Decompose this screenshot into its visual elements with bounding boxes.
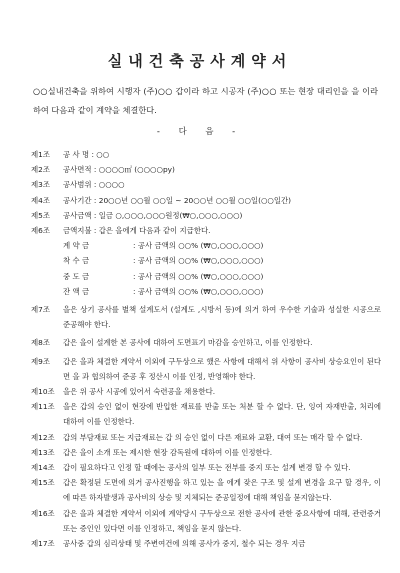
payment-text: : 공사 금액의 ○○% (₩○,○○○,○○○)	[133, 241, 264, 251]
payment-label: 착 수 금	[63, 256, 90, 266]
article-number: 제8조	[31, 338, 50, 348]
article-text: 을은 갑의 승인 없이 현장에 반입한 재료를 반출 또는 처분 할 수 없다. 단, 잉여 자재반출, 처리에 대하여 이를 인정한다.	[63, 402, 381, 427]
article-text: 갑은 을이 설계한 본 공사에 대하여 도면표기 마감을 승인하고, 이를 인정한다.	[63, 338, 313, 348]
payment-row-interim	[31, 269, 381, 284]
article-text: 갑이 필요하다고 인정 할 때에는 공사의 일부 또는 전부를 중지 또는 설계 변경 할 수 있다.	[63, 463, 351, 473]
article-number: 제12조	[31, 432, 55, 442]
document-title: 실내건축공사계약서	[107, 52, 293, 70]
article-8	[31, 335, 381, 350]
article-number: 제1조	[31, 150, 50, 159]
payment-label: 중 도 금	[63, 271, 90, 281]
article-number: 제7조	[31, 305, 50, 315]
article-number: 제10조	[31, 387, 55, 397]
article-4	[31, 193, 381, 208]
article-number: 제16조	[31, 508, 55, 518]
article-number: 제6조	[31, 226, 50, 236]
article-7	[31, 302, 381, 332]
article-number: 제2조	[31, 165, 50, 175]
article-number: 제4조	[31, 195, 50, 205]
payment-text: : 공사 금액의 ○○% (₩○,○○○,○○○)	[133, 286, 264, 296]
article-6	[31, 223, 381, 238]
payment-row-deposit	[31, 238, 381, 253]
article-text: 공사중 갑의 심리상태 및 주변여건에 의해 공사가 중지, 철수 되는 경우 지금	[63, 539, 306, 549]
article-number: 제3조	[31, 180, 50, 190]
article-text: 을은 상기 공사를 별책 설계도서 (설계도 ,시방서 등)에 의거 하여 우수한 기술과 성실한 시공으로 준공해야 한다.	[63, 305, 381, 330]
article-number: 제11조	[31, 402, 55, 412]
article-text: 을은 위 공사 시공에 있어서 숙련공을 채용한다.	[63, 387, 216, 397]
intro-paragraph: ○○실내건축을 위하여 시행자 (주)○○ 갑이라 하고 시공자 (주)○○ 또는 현장 대리인을 을 이라 하여 다음과 같이 계약을 체결한다.	[33, 86, 378, 115]
article-12	[31, 430, 381, 445]
payment-row-start	[31, 253, 381, 268]
article-number: 제9조	[31, 356, 50, 366]
article-13	[31, 445, 381, 460]
article-9	[31, 354, 381, 384]
article-text: 갑은 을과 체결한 계약서 이외에 구두상으로 했은 사항에 대해서 위 사항이 공사비 상승요인이 된다면 을 과 협의하여 준공 후 정산시 이를 인정, 반영해야 한다.	[63, 356, 381, 381]
article-number: 제17조	[31, 539, 55, 549]
article-text: 공사금액 : 일금 ○,○○○,○○○원정(₩○,○○○,○○○)	[63, 210, 243, 220]
payment-row-balance	[31, 284, 381, 299]
payment-label: 계 약 금	[63, 241, 90, 251]
payment-text: : 공사 금액의 ○○% (₩○,○○○,○○○)	[133, 256, 264, 266]
article-number: 제5조	[31, 210, 50, 220]
article-text: 갑의 부담재료 또는 지급재료는 갑 의 승인 없이 다른 재료와 교환, 대여 또는 매각 할 수 없다.	[63, 432, 363, 442]
article-2	[31, 162, 381, 177]
article-text: 갑은 을과 체결한 계약서 이외에 계약당시 구두상으로 전한 공사에 관한 중요사항에 대해, 관련증거 또는 증인인 있다면 이를 인정하고, 책임을 묻지 않는다.	[63, 508, 381, 533]
article-5	[31, 208, 381, 223]
article-text: 갑은 을이 소개 또는 제시한 현장 감독원에 대하여 이를 인정한다.	[63, 447, 273, 457]
article-text: 공사면적 : ○○○○㎡ (○○○○py)	[63, 165, 175, 175]
article-15	[31, 475, 381, 505]
article-text: 공사범위 : ○○○○	[63, 180, 125, 190]
article-number: 제13조	[31, 447, 55, 457]
payment-label: 잔 액 금	[63, 286, 90, 296]
article-number: 제14조	[31, 463, 55, 473]
article-3	[31, 177, 381, 192]
article-list	[31, 147, 381, 551]
article-1	[31, 147, 381, 162]
article-text: 공 사 명 : ○○	[63, 150, 110, 159]
payment-text: : 공사 금액의 ○○% (₩○,○○○,○○○)	[133, 271, 264, 281]
article-14	[31, 460, 381, 475]
article-text: 공사기간 : 20○○년 ○○월 ○○일 ~ 20○○년 ○○월 ○○일(○○일간)	[63, 195, 292, 205]
article-text: 갑은 확정된 도면에 의거 공사진행을 하고 있는 을 에게 잦은 구조 및 설계 변경을 요구 할 경우, 이에 따른 하자발생과 공사비의 상승 및 지체되는 준공일정에 대해 책임을 묻지않는다.	[63, 478, 381, 503]
article-17	[31, 536, 381, 551]
article-10	[31, 384, 381, 399]
article-number: 제15조	[31, 478, 55, 488]
article-16	[31, 506, 381, 536]
section-heading: - 다 음 -	[156, 126, 244, 136]
article-text: 금액지불 : 갑은 을에게 다음과 같이 지급한다.	[63, 226, 211, 236]
article-11	[31, 399, 381, 429]
